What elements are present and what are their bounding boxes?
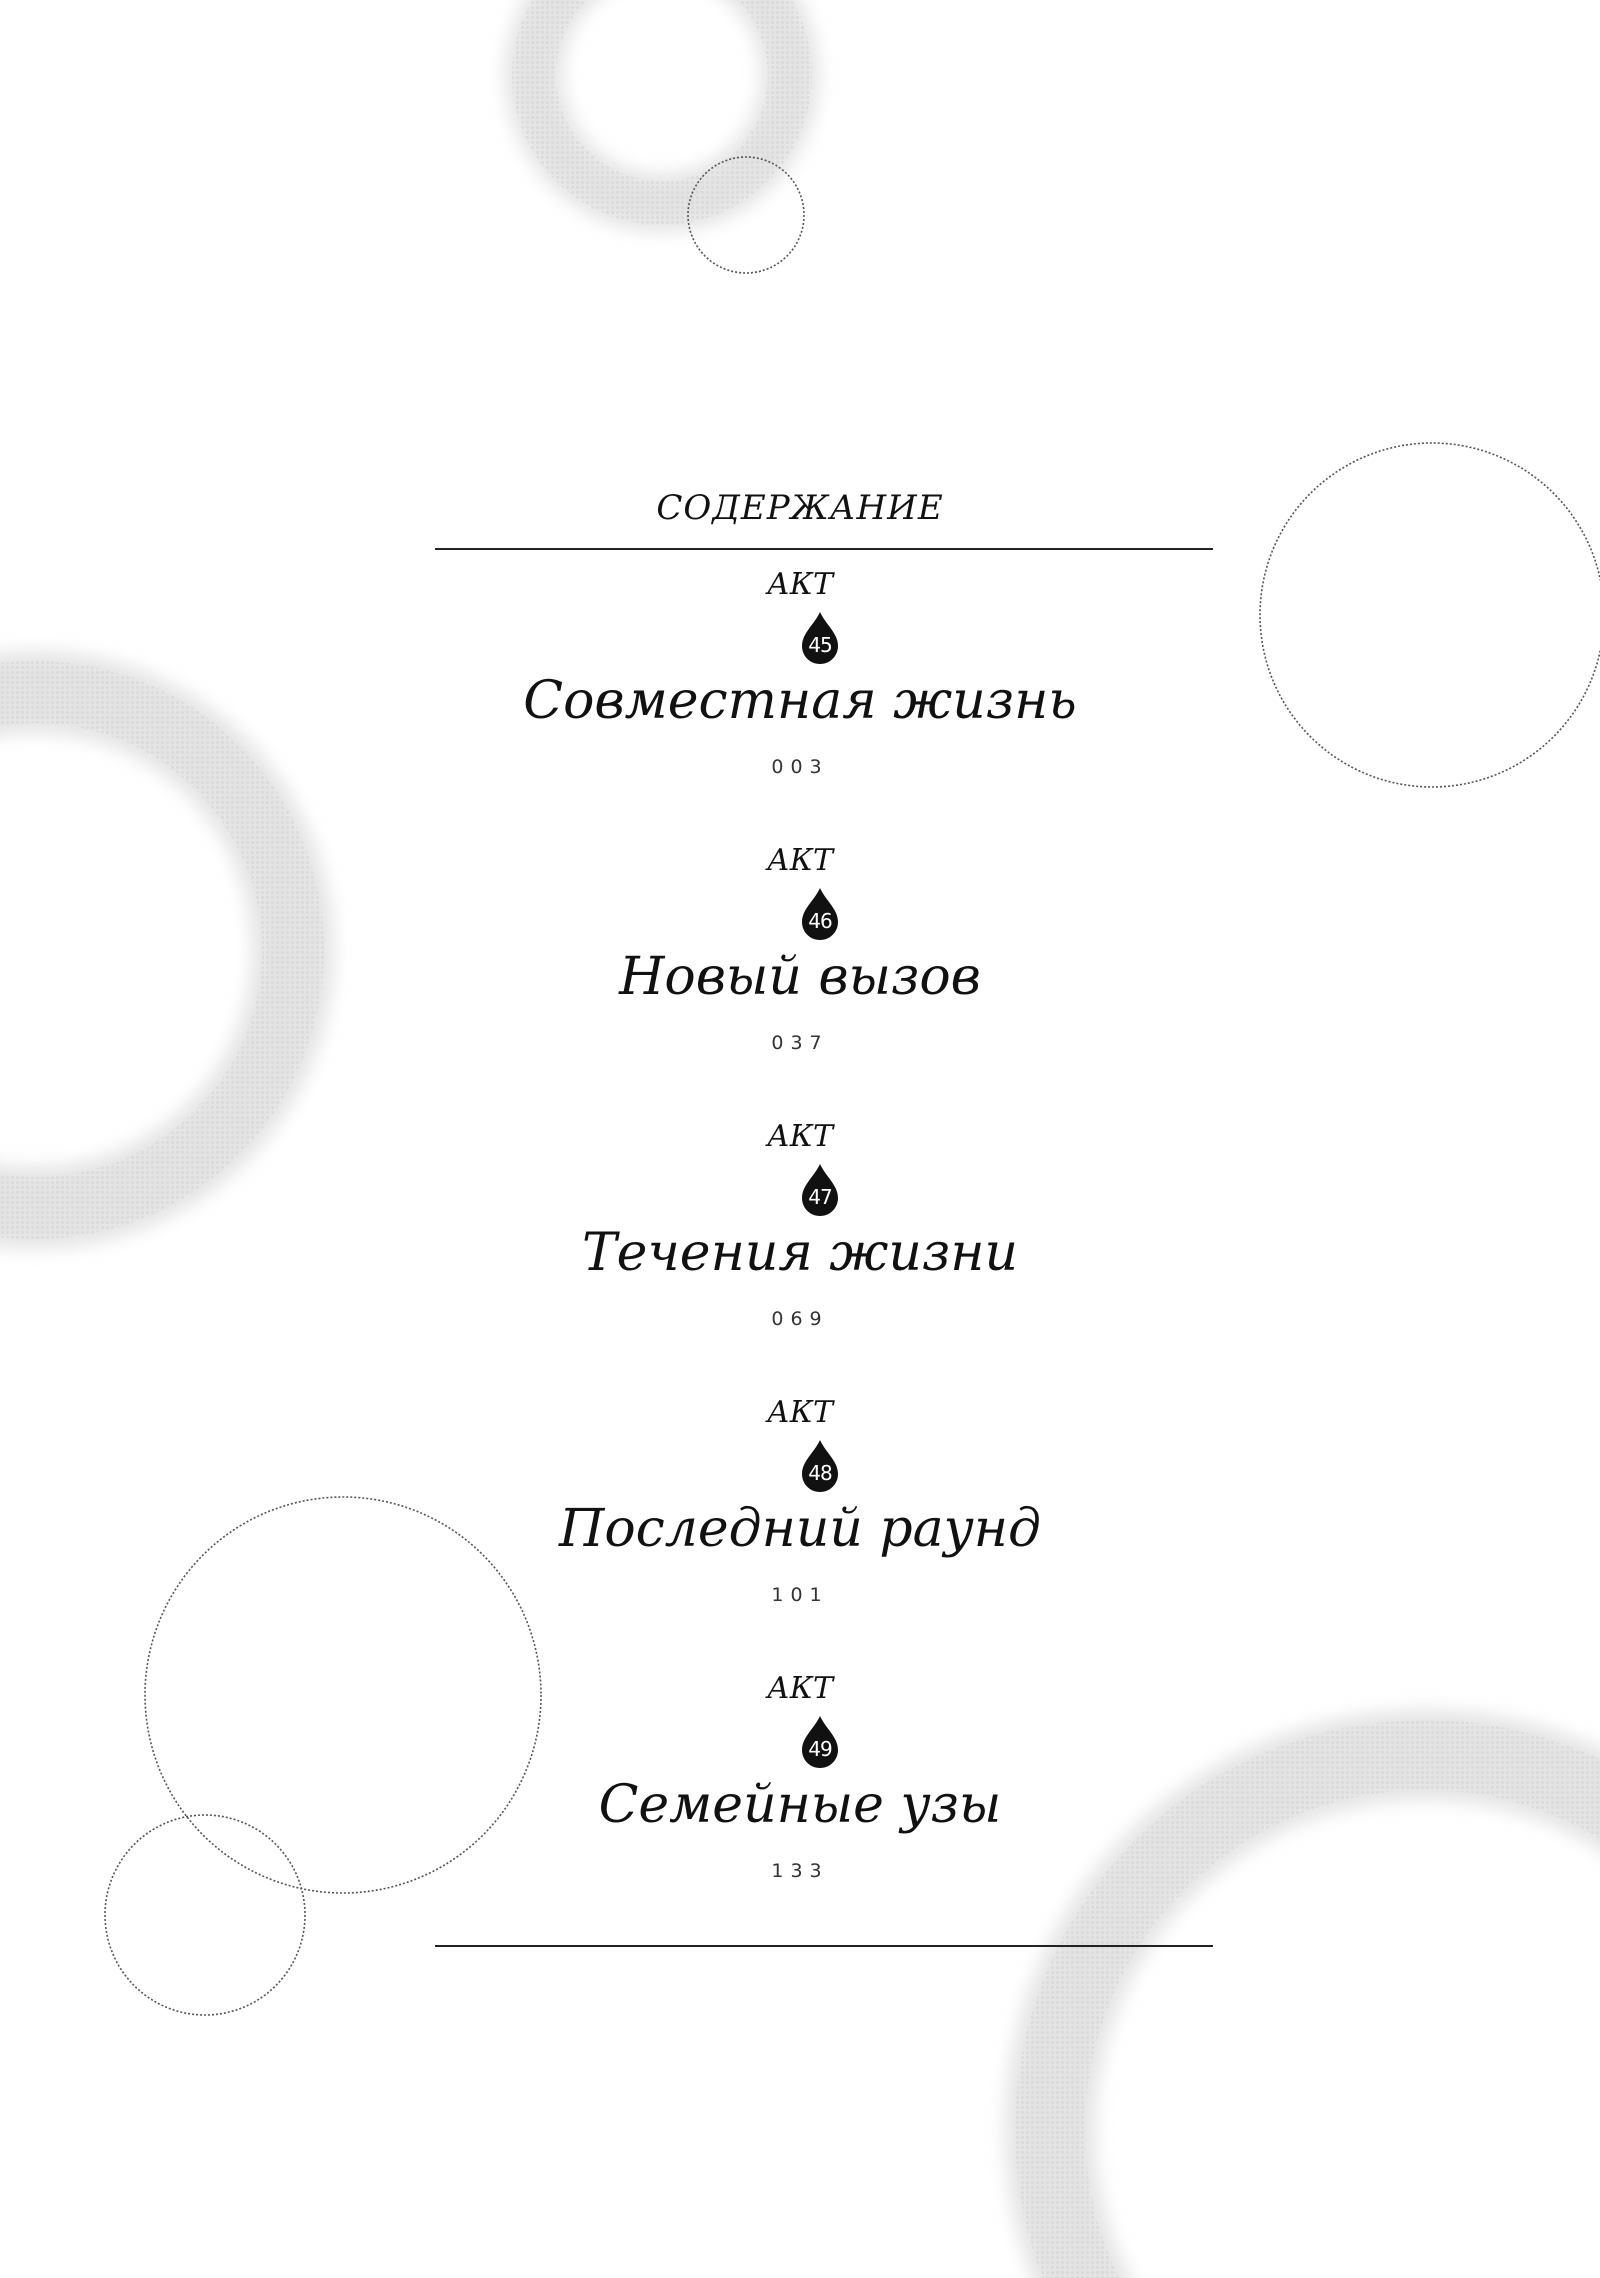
page-number: 101 bbox=[771, 1584, 829, 1606]
page-number: 037 bbox=[771, 1032, 829, 1054]
toc-entry[interactable] bbox=[0, 1117, 1600, 1347]
toc-title: СОДЕРЖАНИЕ bbox=[656, 488, 944, 528]
act-number: 49 bbox=[808, 1737, 832, 1761]
act-number: 47 bbox=[808, 1185, 832, 1209]
ink-drop-icon bbox=[798, 1439, 842, 1493]
ink-drop-icon bbox=[798, 887, 842, 941]
page-number: 003 bbox=[771, 756, 829, 778]
chapter-title[interactable]: Семейные узы bbox=[598, 1775, 1002, 1835]
act-label: АКТ bbox=[767, 1671, 833, 1706]
act-number: 45 bbox=[808, 633, 832, 657]
chapter-title[interactable]: Совместная жизнь bbox=[523, 671, 1077, 731]
act-label: АКТ bbox=[767, 1119, 833, 1154]
chapter-title[interactable]: Последний раунд bbox=[558, 1499, 1042, 1559]
top-divider bbox=[435, 548, 1213, 550]
act-label: АКТ bbox=[767, 567, 833, 602]
act-number: 46 bbox=[808, 909, 832, 933]
toc-entry[interactable] bbox=[0, 565, 1600, 795]
act-label: АКТ bbox=[767, 843, 833, 878]
toc-entry[interactable] bbox=[0, 1669, 1600, 1899]
chapter-title[interactable]: Течения жизни bbox=[582, 1223, 1018, 1283]
halftone-ring-top bbox=[534, 0, 790, 203]
ink-drop-icon bbox=[798, 611, 842, 665]
bottom-divider bbox=[435, 1945, 1213, 1947]
ink-drop-icon bbox=[798, 1163, 842, 1217]
ink-drop-icon bbox=[798, 1715, 842, 1769]
act-number: 48 bbox=[808, 1461, 832, 1485]
page-number: 133 bbox=[771, 1860, 829, 1882]
toc-entry[interactable] bbox=[0, 841, 1600, 1071]
page-number: 069 bbox=[771, 1308, 829, 1330]
toc-entry[interactable] bbox=[0, 1393, 1600, 1623]
act-label: АКТ bbox=[767, 1395, 833, 1430]
chapter-title[interactable]: Новый вызов bbox=[619, 947, 981, 1007]
